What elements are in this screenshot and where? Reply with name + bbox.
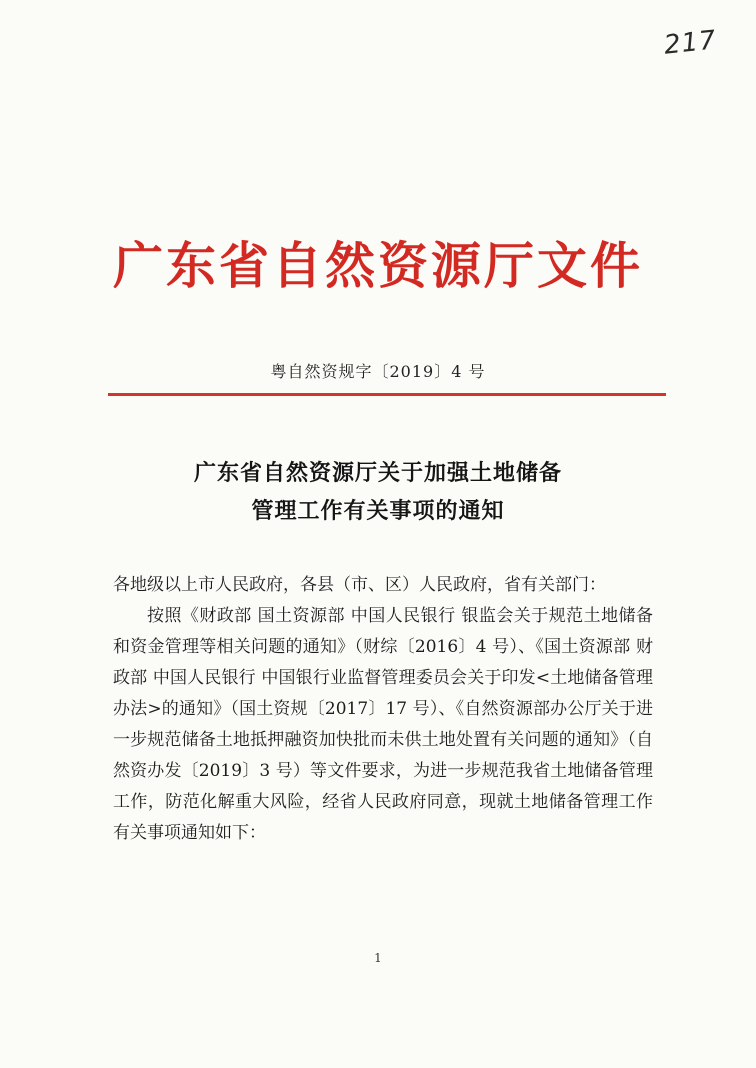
issuer-header: 广东省自然资源厅文件 [113,237,643,295]
title-line-2: 管理工作有关事项的通知 [251,498,505,524]
title-line-1: 广东省自然资源厅关于加强土地储备 [193,460,562,486]
body-paragraph: 按照《财政部 国土资源部 中国人民银行 银监会关于规范土地储备和资金管理等相关问题的通知》（财综〔2016〕4 号）、《国土资源部 财政部 中国人民银行 中国银行业监督管理委员会关于印发<土地储备管理办法>的通知》（国土资规〔2017〕17 号）、《自然资源部办公厅关于进一步规范储备土地抵押融资加快批而未供土地处置有关问题的通知》（自然资办发〔2019〕3 号）等文件要求，为进一步规范我省土地储备管理工作，防范化解重大风险，经省人民政府同意，现就土地储备管理工作有关事项通知如下： [113,606,653,843]
red-divider-line [108,393,666,396]
page-number: 1 [374,951,382,965]
handwritten-page-mark: 217 [662,25,719,61]
document-body [113,570,653,849]
document-number: 粤自然资规字〔2019〕4 号 [270,362,486,381]
salutation: 各地级以上市人民政府，各县（市、区）人民政府，省有关部门： [113,575,606,595]
document-title [0,454,756,530]
